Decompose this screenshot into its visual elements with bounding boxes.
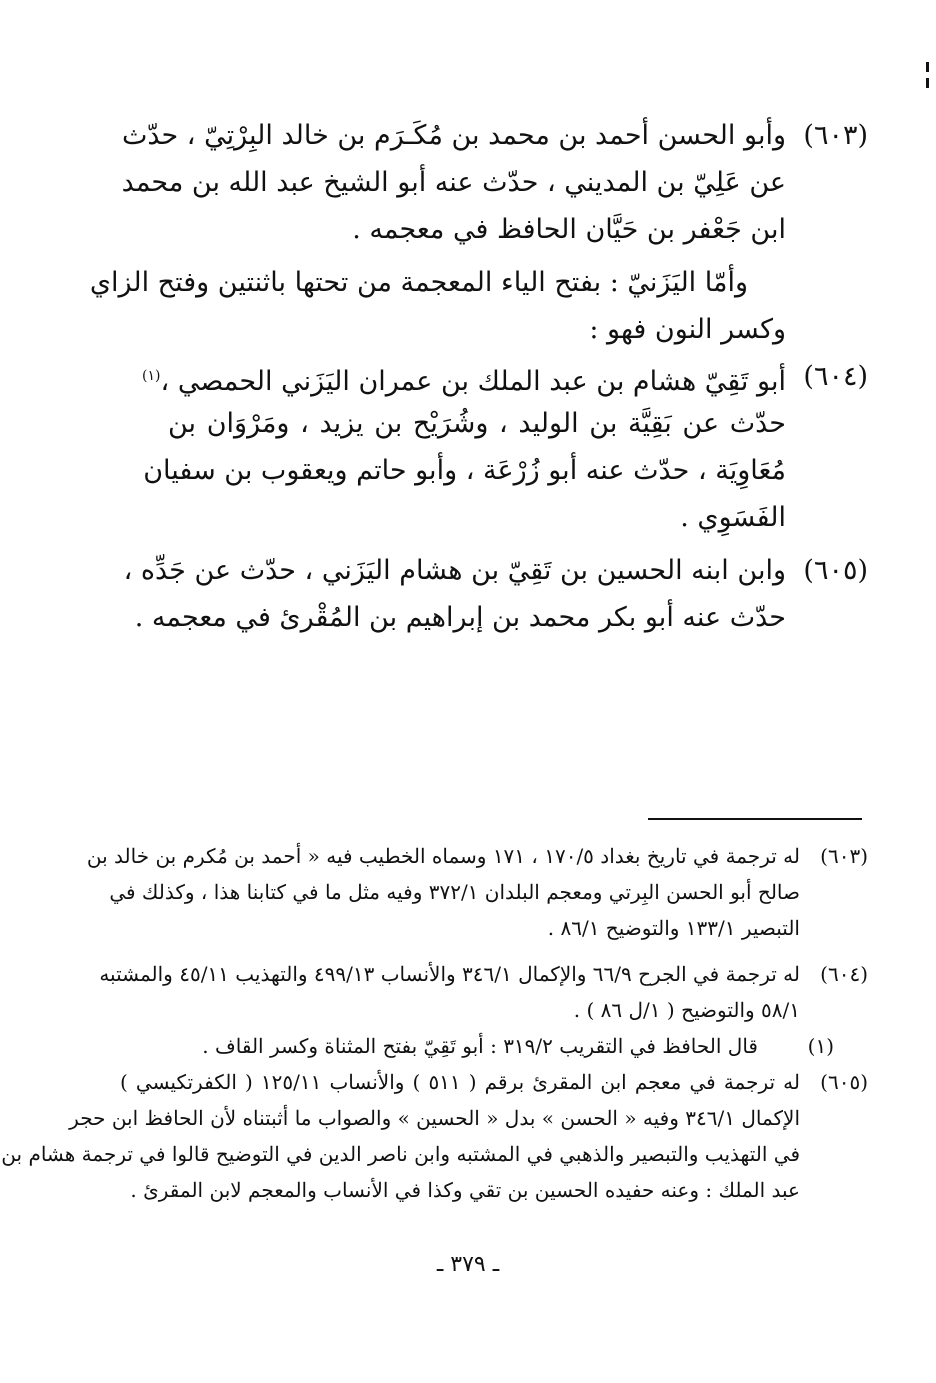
- footnotes: [1, 838, 868, 1208]
- footnote-line: له ترجمة في معجم ابن المقرئ برقم ( ٥١١ ) والأنساب ١٢٥/١١ ( الكفرتكيسي ): [120, 1070, 800, 1094]
- footnote-line: له ترجمة في الجرح ٦٦/٩ والإكمال ٣٤٦/١ والأنساب ٤٩٩/١٣ والتهذيب ٤٥/١١ والمشتبه: [99, 962, 800, 986]
- footnote-1: [120, 1028, 868, 1064]
- footnote-line: ٥٨/١ والتوضيح ( ١/ل ٨٦ ) .: [573, 998, 800, 1022]
- footnote-line: له ترجمة في تاريخ بغداد ١٧٠/٥ ، ١٧١ وسماه الخطيب فيه « أحمد بن مُكرم بن خالد بن: [86, 844, 800, 868]
- entry-line-text: أبو تَقِيّ هشام بن عبد الملك بن عمران اليَزَني الحمصي ،: [160, 366, 786, 397]
- entry-line: وابن ابنه الحسين بن تَقِيّ بن هشام اليَزَني ، حدّث عن جَدِّه ،: [123, 555, 786, 586]
- footnote-604: [99, 956, 868, 1028]
- paragraph-line: وأمّا اليَزَنيّ : بفتح الياء المعجمة من تحتها باثنتين وفتح الزاي: [89, 267, 748, 298]
- footnote-605: [1, 1064, 868, 1208]
- paragraph-line: وكسر النون فهو :: [589, 314, 786, 345]
- scan-edge-mark: [925, 62, 930, 88]
- entry-604: [142, 353, 868, 541]
- entry-line: الفَسَوِي .: [680, 502, 786, 533]
- entry-605: [123, 547, 868, 641]
- entry-line: ابن جَعْفر بن حَيَّان الحافظ في معجمه .: [352, 214, 786, 245]
- entry-number: (٦٠٥): [803, 555, 868, 586]
- entry-number: (٦٠٣): [803, 120, 868, 151]
- main-text: [89, 112, 868, 641]
- footnote-line: الإكمال ٣٤٦/١ وفيه « الحسن » بدل « الحسين » والصواب ما أثبتناه لأن الحافظ ابن حجر: [69, 1106, 800, 1130]
- entry-line: حدّث عنه أبو بكر محمد بن إبراهيم بن المُقْرئ في معجمه .: [134, 602, 786, 633]
- entry-line: وأبو الحسن أحمد بن محمد بن مُكَـرَم بن خالد البِرْتِيّ ، حدّث: [121, 120, 786, 151]
- footnote-line: في التهذيب والتبصير والذهبي في المشتبه وابن ناصر الدين في التوضيح قالوا في ترجمة هشام بن: [1, 1142, 800, 1166]
- entry-line: عن عَلِيّ بن المديني ، حدّث عنه أبو الشيخ عبد الله بن محمد: [121, 167, 786, 198]
- entry-603: [121, 112, 868, 253]
- footnote-separator: [648, 818, 862, 820]
- footnote-number: (١): [807, 1034, 834, 1058]
- entry-number: (٦٠٤): [803, 361, 868, 392]
- footnote-number: (٦٠٤): [820, 962, 868, 986]
- entry-line: حدّث عن بَقِيَّة بن الوليد ، وشُرَيْح بن يزيد ، ومَرْوَان بن: [168, 408, 786, 439]
- footnote-line: صالح أبو الحسن البِرتي ومعجم البلدان ٣٧٢/١ وفيه مثل ما في كتابنا هذا ، وكذلك في: [109, 880, 800, 904]
- footnote-number: (٦٠٥): [820, 1070, 868, 1094]
- footnote-marker: (١): [142, 368, 161, 384]
- footnote-603: [86, 838, 868, 946]
- yazani-paragraph: [89, 259, 868, 353]
- footnote-number: (٦٠٣): [820, 844, 868, 868]
- page-number: ـ ٣٧٩ ـ: [436, 1252, 500, 1277]
- footnote-line: التبصير ١٣٣/١ والتوضيح ٨٦/١ .: [547, 916, 800, 940]
- entry-line: [142, 353, 868, 400]
- entry-line: مُعَاوِيَة ، حدّث عنه أبو زُرْعَة ، وأبو حاتم ويعقوب بن سفيان: [143, 455, 786, 486]
- footnote-line: قال الحافظ في التقريب ٣١٩/٢ : أبو تَقِيّ بفتح المثناة وكسر القاف .: [202, 1034, 758, 1058]
- footnote-line: عبد الملك : وعنه حفيده الحسين بن تقي وكذا في الأنساب والمعجم لابن المقرئ .: [130, 1178, 800, 1202]
